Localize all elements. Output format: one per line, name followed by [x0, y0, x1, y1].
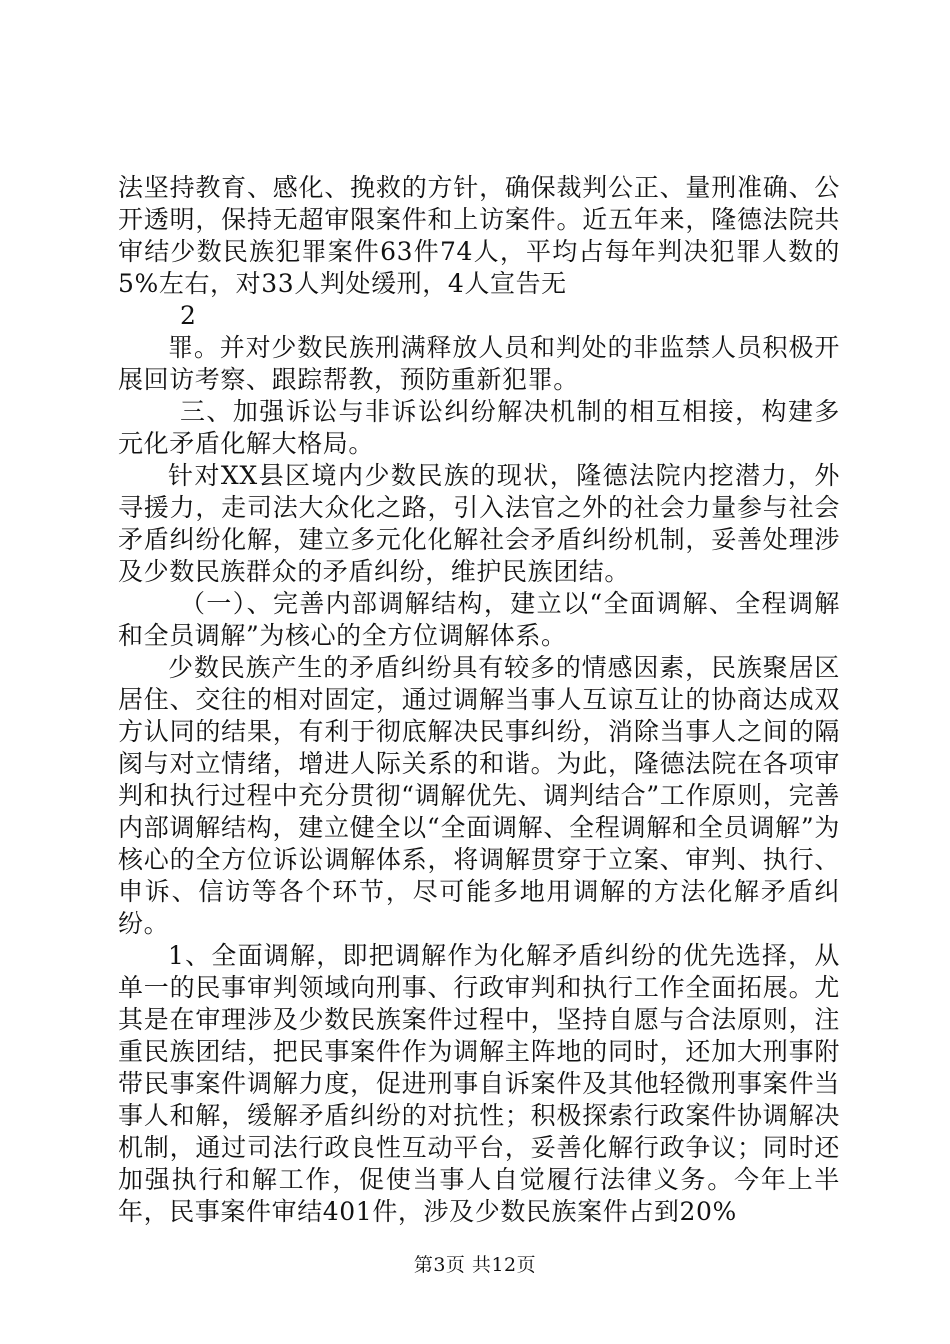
paragraph-mediation-system: 少数民族产生的矛盾纠纷具有较多的情感因素，民族聚居区居住、交往的相对固定，通过调解当事人互谅互让的协商达成双方认同的结果，有利于彻底解决民事纠纷，消除当事人之间的隔阂与对立情绪，增进人际关系的和谐。为此，隆德法院在各项审判和执行过程中充分贯彻“调解优先、调判结合”工作原则，完善内部调解结构，建立健全以“全面调解、全程调解和全员调解”为核心的全方位诉讼调解体系，将调解贯穿于立案、审判、执行、申诉、信访等各个环节，尽可能多地用调解的方法化解矛盾纠纷。 [118, 653, 840, 938]
page-footer: 第3页 共12页 [413, 1254, 537, 1276]
paragraph-full-mediation: 1、全面调解，即把调解作为化解矛盾纠纷的优先选择，从单一的民事审判领域向刑事、行政审判和执行工作全面拓展。尤其是在审理涉及少数民族案件过程中，坚持自愿与合法原则，注重民族团结，把民事案件作为调解主阵地的同时，还加大刑事附带民事案件调解力度，促进刑事自诉案件及其他轻微刑事案件当事人和解，缓解矛盾纠纷的对抗性；积极探索行政案件协调解决机制，通过司法行政良性互动平台，妥善化解行政争议；同时还加强执行和解工作，促使当事人自觉履行法律义务。今年上半年，民事案件审结401件，涉及少数民族案件占到20% [118, 941, 840, 1226]
paragraph-sentencing-continued: 法坚持教育、感化、挽救的方针，确保裁判公正、量刑准确、公开透明，保持无超审限案件和上访案件。近五年来，隆德法院共审结少数民族犯罪案件63件74人，平均占每年判决犯罪人数的5%左右，对33人判处缓刑，4人宣告无 [118, 173, 840, 298]
page-marker: 2 [180, 301, 197, 330]
paragraph-follow-up: 罪。并对少数民族刑满释放人员和判处的非监禁人员积极开展回访考察、跟踪帮教，预防重新犯罪。 [118, 333, 840, 394]
section-heading-three: 三、加强诉讼与非诉讼纠纷解决机制的相互相接，构建多元化矛盾化解大格局。 [118, 397, 840, 458]
document-body [118, 172, 840, 1228]
paragraph-diversified-mechanism: 针对XX县区境内少数民族的现状，隆德法院内挖潜力，外寻援力，走司法大众化之路，引入法官之外的社会力量参与社会矛盾纠纷化解，建立多元化化解社会矛盾纠纷机制，妥善处理涉及少数民族群众的矛盾纠纷，维护民族团结。 [118, 461, 840, 586]
subsection-heading-one: （一）、完善内部调解结构，建立以“全面调解、全程调解和全员调解”为核心的全方位调解体系。 [118, 589, 840, 650]
